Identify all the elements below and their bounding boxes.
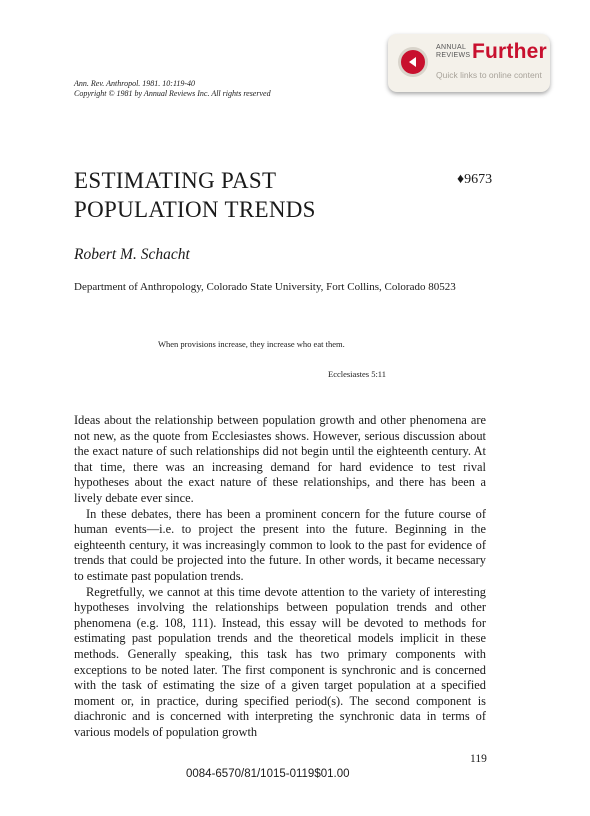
article-body xyxy=(74,413,486,740)
paragraph: In these debates, there has been a prominent concern for the future course of human events—i.e. to project the present into the future. Beginning in the eighteenth century, it was increasingly common to look to the past for evidence of trends that could be projected into the future. In other words, it became necessary to estimate past population trends. xyxy=(74,506,486,583)
play-arrow-icon xyxy=(398,47,428,77)
epigraph-quote: When provisions increase, they increase who eat them. xyxy=(158,339,345,349)
article-title: ESTIMATING PAST POPULATION TRENDS xyxy=(74,168,316,222)
paragraph: Ideas about the relationship between population growth and other phenomena are not new, as the quote from Ecclesiastes shows. However, serious discussion about the exact nature of such relationships did not begin until the eighteenth century. At that time, there was an increasing demand for hard evidence to test rival hypotheses about the exact nature of these relationships, and there has been a lively debate ever since. xyxy=(74,413,486,505)
badge-brand: Further xyxy=(472,40,547,63)
author-affiliation: Department of Anthropology, Colorado State University, Fort Collins, Colorado 80523 xyxy=(74,281,456,293)
epigraph-source: Ecclesiastes 5:11 xyxy=(328,369,386,379)
article-code: ♦9673 xyxy=(457,172,493,187)
author-name: Robert M. Schacht xyxy=(74,246,190,263)
article-identifier: 0084-6570/81/1015-0119$01.00 xyxy=(186,768,350,780)
annual-reviews-further-badge[interactable] xyxy=(388,34,550,92)
journal-citation: Ann. Rev. Anthropol. 1981. 10:119-40 Copyright © 1981 by Annual Reviews Inc. All rights reserved xyxy=(74,79,271,98)
page-number: 119 xyxy=(470,753,487,765)
paragraph: Regretfully, we cannot at this time devote attention to the variety of interesting hypotheses involving the relationships between population trends and other phenomena (e.g. 108, 111). Instead, this essay will be devoted to methods for estimating past population trends and the theoretical models implicit in these methods. Generally speaking, this task has two primary components with exceptions to be noted later. The first component is synchronic and is concerned with the task of estimating the size of a given target population at a specified moment or, in practice, during specified period(s). The second component is diachronic and is concerned with interpreting the synchronic data in terms of various models of population growth xyxy=(74,584,486,739)
badge-publisher-label: ANNUAL REVIEWS xyxy=(436,44,471,59)
badge-tagline: Quick links to online content xyxy=(436,70,542,80)
